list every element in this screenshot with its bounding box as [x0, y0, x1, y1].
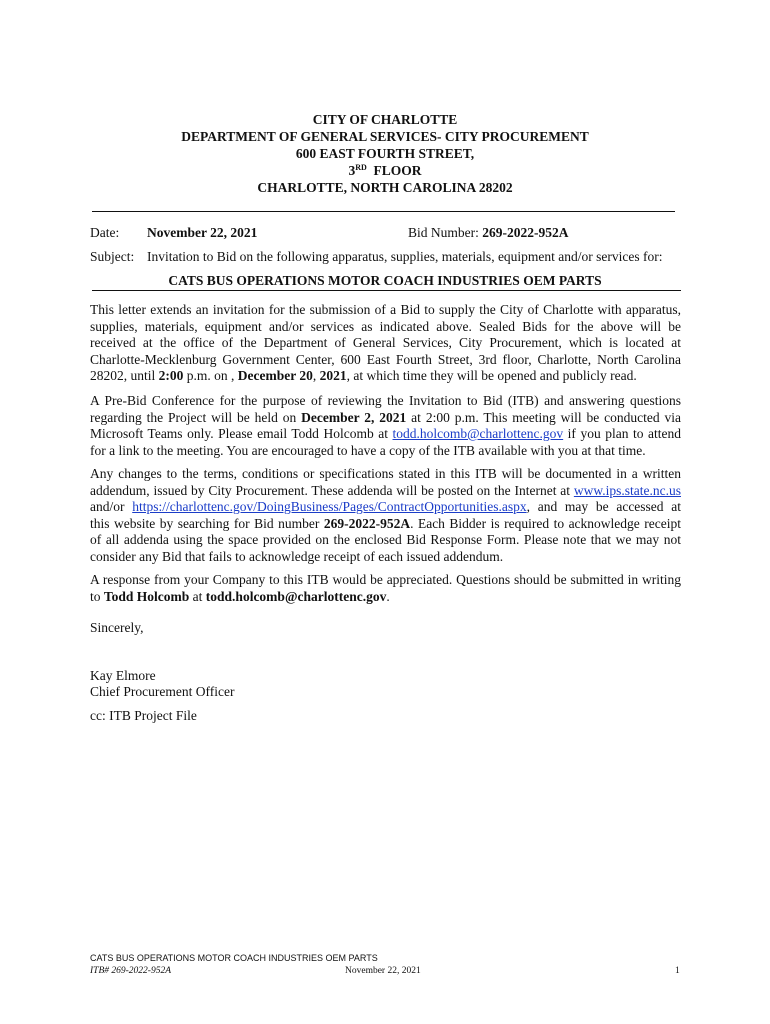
footer-title: CATS BUS OPERATIONS MOTOR COACH INDUSTRIES OEM PARTS — [90, 953, 378, 963]
paragraph-line: received at the office of the Department of General Services, City Procurement, which is located at — [90, 335, 681, 350]
paragraph-line: this website by searching for Bid number 269-2022-952A. Each Bidder is required to acknowledge receipt — [90, 515, 681, 531]
contact-name: Todd Holcomb — [103, 588, 190, 604]
paragraph-line: regarding the Project will be held on December 2, 2021 at 2:00 p.m. This meeting will be conducted via — [90, 409, 681, 425]
title-underline — [92, 290, 681, 291]
ips-website-link[interactable]: www.ips.state.nc.us — [573, 482, 681, 498]
bid-number-inline: 269-2022-952A — [323, 515, 411, 531]
paragraph-line: A Pre-Bid Conference for the purpose of reviewing the Invitation to Bid (ITB) and answering questions — [90, 393, 681, 408]
bid-number-label: Bid Number: — [408, 225, 479, 240]
paragraph-line: This letter extends an invitation for the submission of a Bid to supply the City of Charlotte with apparatus, — [90, 302, 681, 317]
floor-number: 3 — [348, 163, 356, 178]
deadline-date: December 20 — [237, 368, 313, 383]
paragraph-prebid — [90, 393, 681, 459]
letterhead-street: 600 EAST FOURTH STREET, — [295, 146, 475, 161]
closing: Sincerely, — [90, 620, 144, 635]
footer-date: November 22, 2021 — [345, 966, 421, 976]
header-divider — [92, 211, 675, 212]
paragraph-line: supplies, materials, equipment and/or services as indicated above. Sealed Bids for the above will be — [90, 318, 681, 334]
letterhead-city-state: CHARLOTTE, NORTH CAROLINA 28202 — [257, 180, 513, 195]
letterhead-floor — [0, 162, 770, 179]
contract-opportunities-link[interactable]: https://charlottenc.gov/DoingBusiness/Pages/ContractOpportunities.aspx — [132, 499, 527, 514]
paragraph-response — [90, 572, 681, 605]
footer-itb: ITB# 269-2022-952A — [90, 966, 172, 976]
paragraph-addenda — [90, 466, 681, 565]
paragraph-line: A response from your Company to this ITB would be appreciated. Questions should be submitted in writing — [90, 572, 681, 587]
deadline-year: 2021 — [319, 368, 347, 383]
signer-name: Kay Elmore — [90, 668, 156, 683]
paragraph-line: addendum, issued by City Procurement. These addenda will be posted on the Internet at www.ips.state.nc.us — [90, 482, 681, 498]
letterhead — [0, 111, 770, 196]
paragraph-invitation — [90, 302, 681, 385]
signer-title: Chief Procurement Officer — [90, 684, 235, 699]
prebid-date: December 2, 2021 — [301, 409, 407, 425]
floor-superscript: RD — [355, 163, 367, 172]
date-label: Date: — [90, 225, 120, 240]
paragraph-line: of all addenda using the space provided on the enclosed Bid Response Form. Please note that we may not — [90, 532, 681, 547]
bid-title: CATS BUS OPERATIONS MOTOR COACH INDUSTRIES OEM PARTS — [168, 273, 602, 288]
paragraph-line: and/or https://charlottenc.gov/DoingBusiness/Pages/ContractOpportunities.aspx, and may be accessed at — [90, 499, 681, 514]
subject-text: Invitation to Bid on the following apparatus, supplies, materials, equipment and/or services for: — [147, 249, 663, 264]
date-value: November 22, 2021 — [147, 225, 258, 240]
cc-line: cc: ITB Project File — [90, 708, 197, 723]
letterhead-department: DEPARTMENT OF GENERAL SERVICES- CITY PROCUREMENT — [181, 129, 589, 144]
paragraph-line: to Todd Holcomb at todd.holcomb@charlottenc.gov. — [90, 588, 390, 604]
bid-number — [408, 225, 569, 241]
contact-email: todd.holcomb@charlottenc.gov — [205, 588, 387, 604]
floor-word: FLOOR — [373, 163, 422, 178]
paragraph-line: 28202, until 2:00 p.m. on , December 20, 2021, at which time they will be opened and publicly read. — [90, 368, 637, 383]
paragraph-line: Microsoft Teams only. Please email Todd Holcomb at todd.holcomb@charlottenc.gov if you plan to attend — [90, 426, 681, 441]
paragraph-line: Any changes to the terms, conditions or specifications stated in this ITB will be documented in a written — [90, 466, 681, 481]
email-link[interactable]: todd.holcomb@charlottenc.gov — [392, 426, 564, 441]
letterhead-city: CITY OF CHARLOTTE — [312, 112, 458, 127]
subject-label: Subject: — [90, 249, 135, 264]
bid-number-value: 269-2022-952A — [482, 225, 569, 240]
page-number: 1 — [675, 966, 680, 976]
paragraph-line: Charlotte-Mecklenburg Government Center, 600 East Fourth Street, 3rd floor, Charlotte, North Carolina — [90, 351, 681, 367]
paragraph-line: for a link to the meeting. You are encouraged to have a copy of the ITB available with you at that time. — [90, 442, 646, 458]
paragraph-line: consider any Bid that fails to acknowledge receipt of each issued addendum. — [90, 548, 504, 564]
deadline-time: 2:00 — [158, 368, 184, 383]
